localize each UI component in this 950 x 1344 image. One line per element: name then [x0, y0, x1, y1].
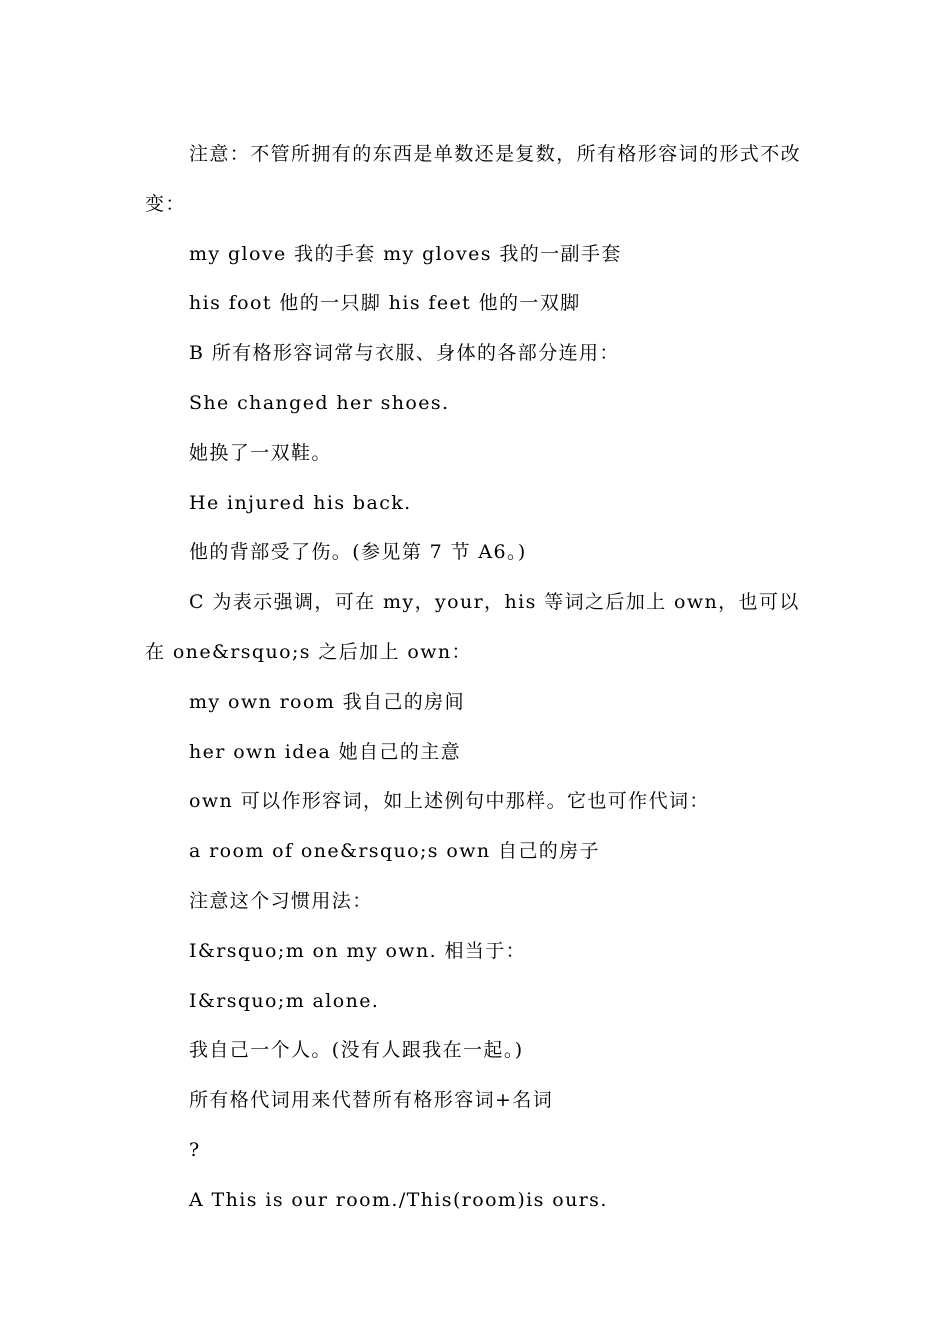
- example-back-zh: 他的背部受了伤。(参见第 7 节 A6。): [189, 541, 527, 564]
- example-own-room: my own room 我自己的房间: [189, 690, 465, 713]
- rule-b-heading: B 所有格形容词常与衣服、身体的各部分连用：: [189, 342, 620, 365]
- possessive-pronoun-heading: 所有格代词用来代替所有格形容词+名词: [189, 1089, 554, 1112]
- example-shoes-zh: 她换了一双鞋。: [189, 441, 332, 464]
- own-usage-note: own 可以作形容词，如上述例句中那样。它也可作代词：: [189, 790, 710, 813]
- example-foot: his foot 他的一只脚 his feet 他的一双脚: [189, 292, 581, 315]
- example-shoes-en: She changed her shoes.: [189, 391, 450, 414]
- example-glove: my glove 我的手套 my gloves 我的一副手套: [189, 242, 622, 265]
- example-on-my-own: I&rsquo;m on my own. 相当于：: [189, 939, 527, 962]
- example-room-of-ones-own: a room of one&rsquo;s own 自己的房子: [189, 840, 600, 863]
- idiom-note: 注意这个习惯用法：: [189, 889, 373, 912]
- example-own-idea: her own idea 她自己的主意: [189, 740, 462, 763]
- example-alone-zh: 我自己一个人。(没有人跟我在一起。): [189, 1039, 524, 1062]
- question-mark-line: ?: [189, 1138, 201, 1161]
- paragraph-note-possessive-form: 注意：不管所拥有的东西是单数还是复数，所有格形容词的形式不改变：: [145, 143, 802, 215]
- document-body: [145, 130, 810, 1226]
- rule-c-heading: C 为表示强调，可在 my，your，his 等词之后加上 own，也可以在 one&rsquo;s 之后加上 own：: [145, 591, 800, 663]
- example-back-en: He injured his back.: [189, 491, 412, 514]
- example-ours: A This is our room./This(room)is ours.: [189, 1188, 608, 1211]
- example-alone: I&rsquo;m alone.: [189, 989, 380, 1012]
